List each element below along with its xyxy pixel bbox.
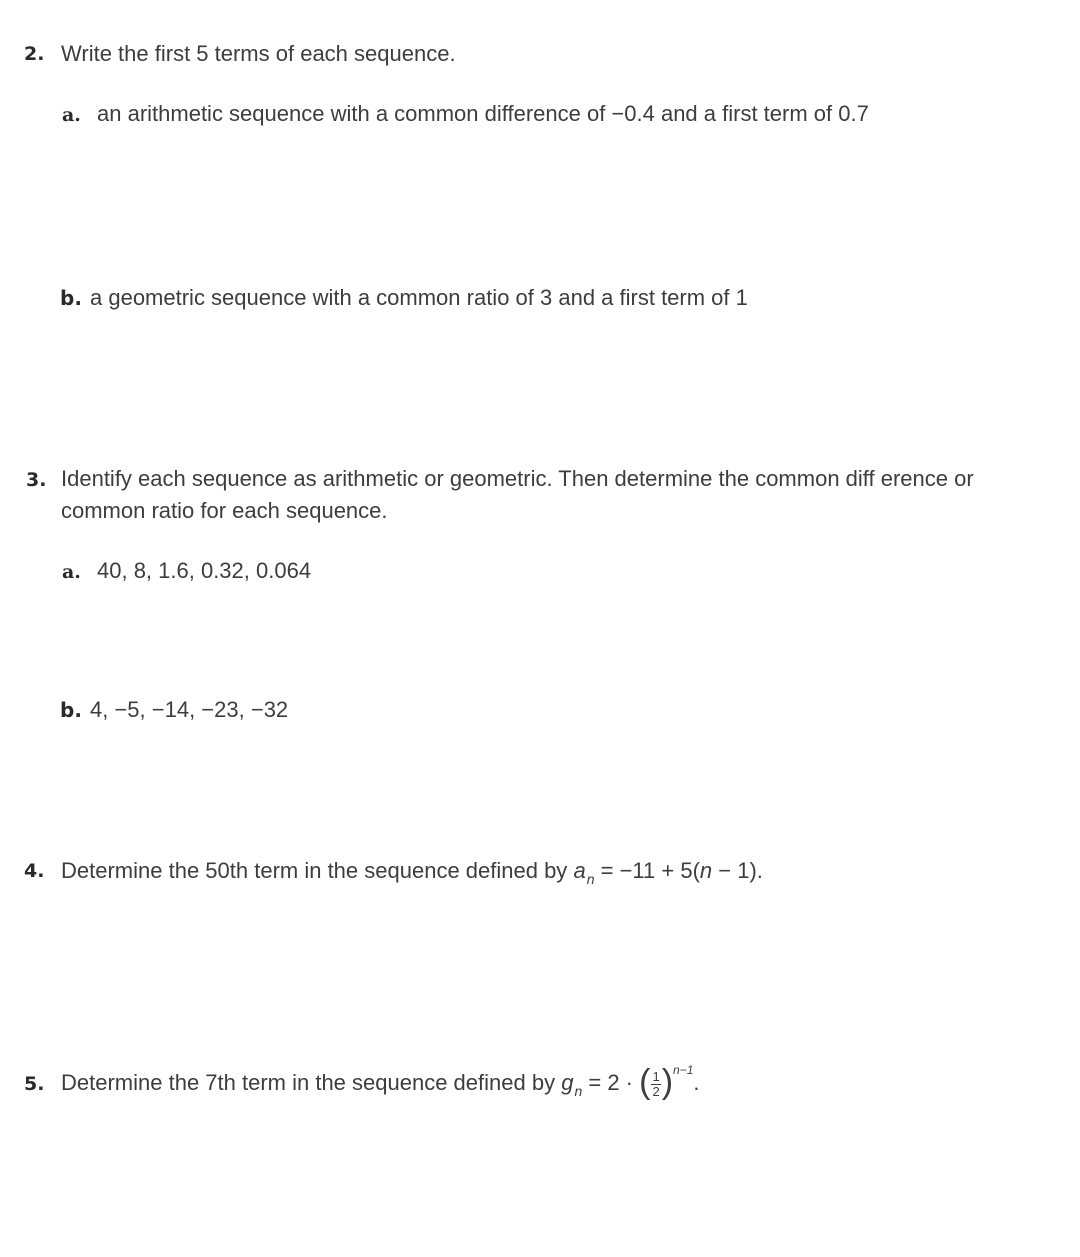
q5-fraction xyxy=(651,1070,660,1099)
q5-frac-den: 2 xyxy=(652,1083,660,1099)
q5-right-paren: ) xyxy=(661,1063,674,1102)
q3-b-label: b. xyxy=(60,698,82,722)
q2-a-text: an arithmetic sequence with a common difference of −0.4 and a first term of 0.7 xyxy=(97,101,869,126)
q3-a-label: a. xyxy=(62,561,81,583)
q4-prompt: Determine the 50th term in the sequence defined by xyxy=(61,858,568,883)
q2-number: 2. xyxy=(24,43,45,65)
q5-sub: n xyxy=(574,1083,583,1099)
q2-a-label: a. xyxy=(62,104,81,126)
q2-b-text: a geometric sequence with a common ratio of 3 and a first term of 1 xyxy=(90,285,748,310)
q3-b-text: 4, −5, −14, −23, −32 xyxy=(90,697,289,722)
q5-left-paren: ( xyxy=(639,1063,651,1102)
q4-number: 4. xyxy=(24,860,45,882)
q3-prompt-line2: common ratio for each sequence. xyxy=(61,498,388,523)
q5-exponent: n−1 xyxy=(673,1063,694,1077)
q4-var: a xyxy=(573,858,586,883)
q5-line xyxy=(61,1063,700,1102)
q4-n-var: n xyxy=(699,858,713,883)
q4-sub: n xyxy=(586,871,595,887)
q5-var: g xyxy=(561,1070,574,1095)
q3-a-text: 40, 8, 1.6, 0.32, 0.064 xyxy=(97,558,312,583)
q5-prompt: Determine the 7th term in the sequence defined by xyxy=(61,1070,556,1095)
q5-end: . xyxy=(693,1070,700,1095)
q2-b-label: b. xyxy=(60,286,82,310)
q4-line xyxy=(61,856,763,888)
q4-formula-end: − 1). xyxy=(712,858,763,883)
q4-formula-rest: = −11 + 5( xyxy=(600,858,700,883)
q5-number: 5. xyxy=(24,1073,45,1095)
q3-number: 3. xyxy=(26,469,47,491)
q5-frac-num: 1 xyxy=(652,1068,660,1084)
q5-eq: = 2 · xyxy=(588,1070,634,1095)
q2-prompt: Write the first 5 terms of each sequence. xyxy=(61,41,456,66)
q3-prompt-line1: Identify each sequence as arithmetic or geometric. Then determine the common diff erence or xyxy=(61,466,974,491)
